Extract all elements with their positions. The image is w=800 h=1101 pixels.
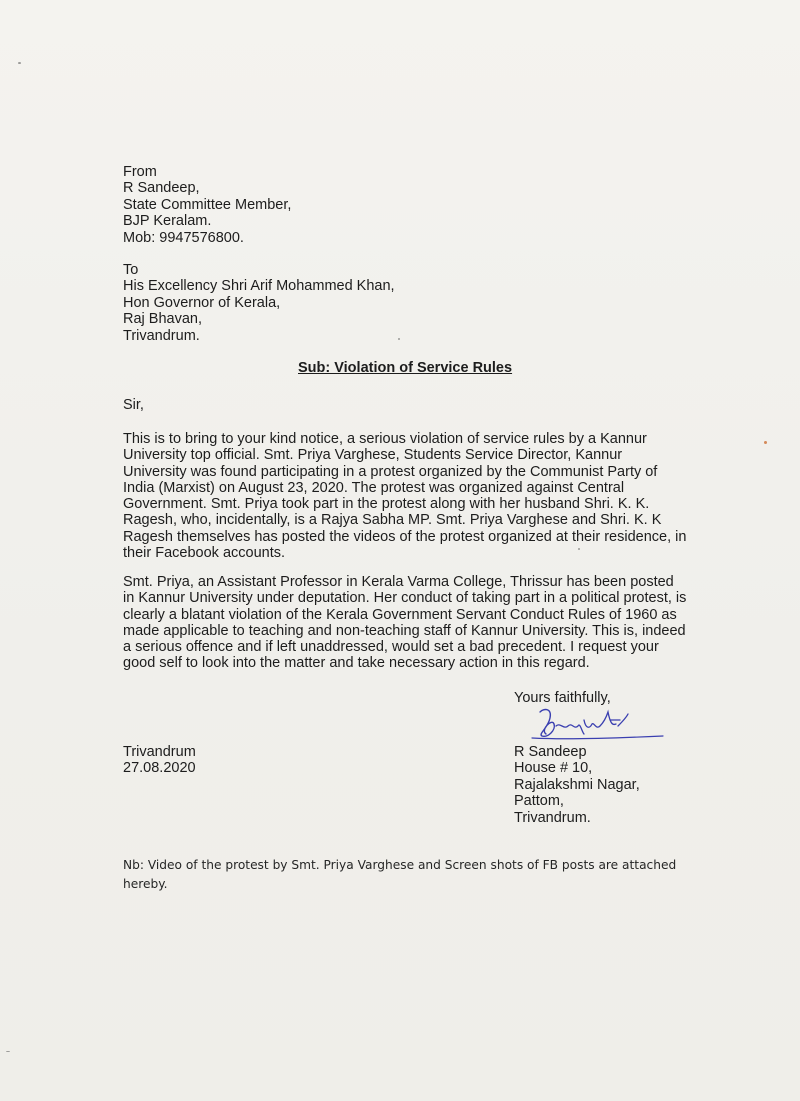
nb-line: Nb: Video of the protest by Smt. Priya Varghese and Screen shots of FB posts are attached <box>123 858 677 872</box>
salutation: Sir, <box>123 397 144 413</box>
paragraph-line: Ragesh themselves has posted the videos of the protest organized at their residence, in <box>123 528 687 545</box>
paragraph-line: clearly a blatant violation of the Kerala Government Servant Conduct Rules of 1960 as <box>123 606 677 623</box>
body-paragraph-2 <box>123 574 693 672</box>
to-block <box>123 262 395 344</box>
to-line: Raj Bhavan, <box>123 311 202 328</box>
scan-speck <box>18 62 21 64</box>
paragraph-line: Government. Smt. Priya took part in the protest along with her husband Shri. K. K. <box>123 496 650 513</box>
from-line: BJP Keralam. <box>123 213 212 230</box>
to-line: His Excellency Shri Arif Mohammed Khan, <box>123 278 395 295</box>
scan-speck <box>6 1051 10 1052</box>
paragraph-line: India (Marxist) on August 23, 2020. The protest was organized against Central <box>123 479 625 496</box>
address-line: Trivandrum. <box>514 809 591 826</box>
paragraph-line: good self to look into the matter and take necessary action in this regard. <box>123 655 590 672</box>
paragraph-line: made applicable to teaching and non-teaching staff of Kannur University. This is, indeed <box>123 622 686 639</box>
paragraph-line: University top official. Smt. Priya Varghese, Students Service Director, Kannur <box>123 447 623 464</box>
paragraph-line: Smt. Priya, an Assistant Professor in Kerala Varma College, Thrissur has been posted <box>123 574 674 590</box>
address-line: R Sandeep <box>514 744 587 760</box>
paragraph-line: Ragesh, who, incidentally, is a Rajya Sabha MP. Smt. Priya Varghese and Shri. K. K <box>123 512 662 529</box>
scan-speck <box>764 441 767 444</box>
scan-speck <box>578 548 580 550</box>
body-paragraph-1 <box>123 431 693 561</box>
from-line: R Sandeep, <box>123 180 200 197</box>
from-label: From <box>123 164 157 180</box>
from-line: Mob: 9947576800. <box>123 229 244 246</box>
nb-line: hereby. <box>123 877 168 891</box>
subject-line: Sub: Violation of Service Rules <box>298 360 513 376</box>
paragraph-line: This is to bring to your kind notice, a serious violation of service rules by a Kannur <box>123 431 647 447</box>
paragraph-line: in Kannur University under deputation. Her conduct of taking part in a political protest, is <box>123 590 687 607</box>
nb-note <box>123 856 743 894</box>
closing: Yours faithfully, <box>514 690 611 706</box>
place: Trivandrum <box>123 744 196 760</box>
sender-address-block <box>514 744 640 826</box>
address-line: House # 10, <box>514 760 593 777</box>
place-date-block <box>123 744 196 777</box>
handwritten-signature <box>530 700 665 745</box>
to-line: Hon Governor of Kerala, <box>123 294 281 311</box>
from-block <box>123 164 291 246</box>
to-label: To <box>123 262 139 278</box>
date: 27.08.2020 <box>123 760 196 777</box>
address-line: Rajalakshmi Nagar, <box>514 776 640 793</box>
scan-speck <box>398 338 400 340</box>
paragraph-line: their Facebook accounts. <box>123 545 286 562</box>
from-line: State Committee Member, <box>123 196 292 213</box>
to-line: Trivandrum. <box>123 327 200 344</box>
paragraph-line: University was found participating in a protest organized by the Communist Party of <box>123 463 658 480</box>
paragraph-line: a serious offence and if left unaddressed, would set a bad precedent. I request your <box>123 639 659 656</box>
address-line: Pattom, <box>514 793 564 810</box>
